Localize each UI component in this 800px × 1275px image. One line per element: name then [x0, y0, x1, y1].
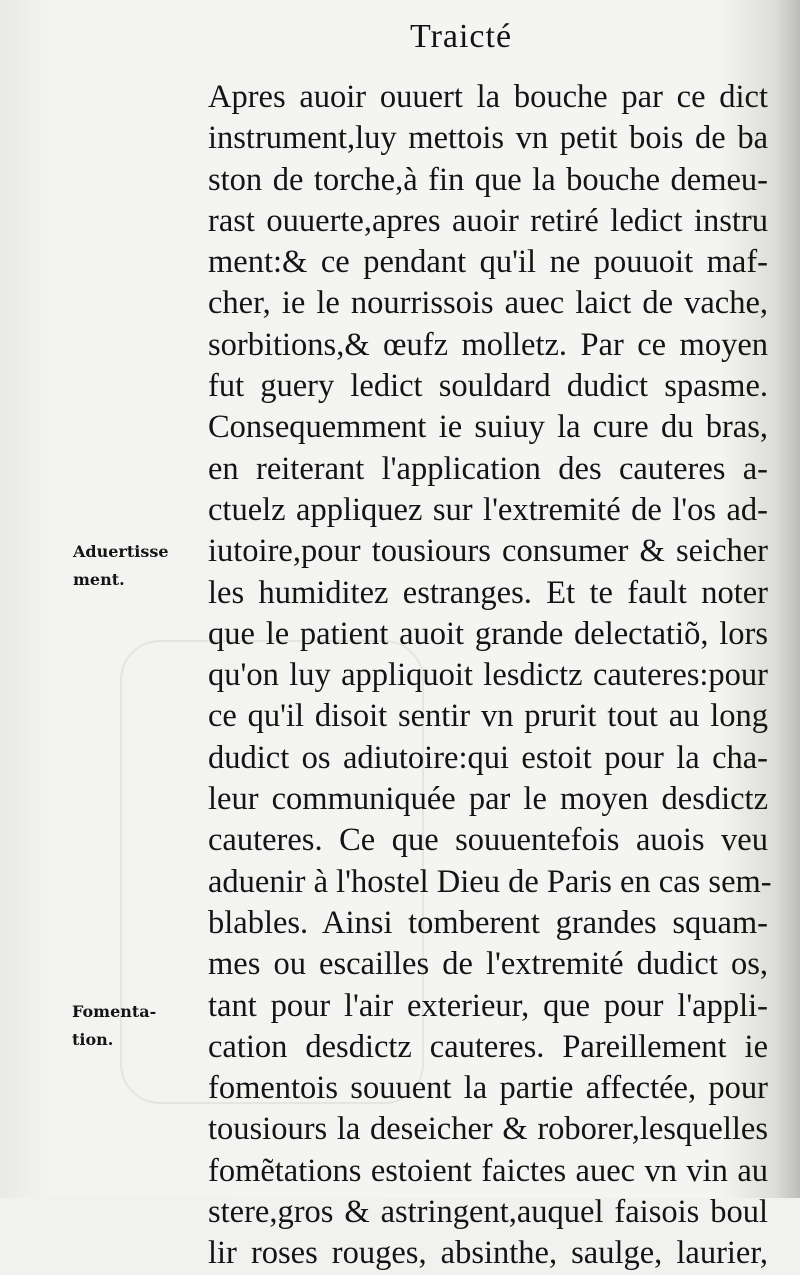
text-line: tant pour l'air exterieur, que pour l'appli-	[208, 987, 768, 1024]
margin-note-line: tion.	[72, 1030, 114, 1049]
text-line: cauteres. Ce que souuentefois auois veu	[208, 822, 768, 859]
text-line: ment:& ce pendant qu'il ne pouuoit maf-	[208, 244, 768, 281]
text-line: sorbitions,& œufz molletz. Par ce moyen	[208, 326, 768, 363]
text-line: blables. Ainsi tomberent grandes squam-	[208, 904, 768, 941]
text-line: instrument,luy mettois vn petit bois de ba	[208, 120, 768, 157]
text-line: en reiterant l'application des cauteres a-	[208, 450, 768, 487]
text-line: fomentois souuent la partie affectée, pour	[208, 1070, 768, 1107]
text-line: fomẽtations estoient faictes auec vn vin au	[208, 1152, 768, 1189]
text-line: ston de torche,à fin que la bouche demeu-	[208, 161, 768, 198]
text-line: qu'on luy appliquoit lesdictz cauteres:pour	[208, 657, 768, 694]
body-text	[208, 77, 772, 1275]
running-head: Traicté	[410, 18, 513, 55]
text-line: ctuelz appliquez sur l'extremité de l'os ad-	[208, 491, 768, 528]
text-line: Apres auoir ouuert la bouche par ce dict	[208, 79, 768, 115]
text-line: lir roses rouges, absinthe, saulge, laurier,	[208, 1235, 768, 1272]
text-line: tousiours la deseicher & roborer,lesquelles	[208, 1111, 768, 1148]
text-line: dudict os adiutoire:qui estoit pour la cha-	[208, 739, 768, 776]
text-line: iutoire,pour tousiours consumer & seicher	[208, 533, 768, 570]
text-line: mes ou escailles de l'extremité dudict os,	[208, 946, 768, 983]
text-line: que le patient auoit grande delectatiõ, lors	[208, 615, 768, 652]
text-line: stere,gros & astringent,auquel faisois boul	[208, 1194, 768, 1231]
text-line: cation desdictz cauteres. Pareillement ie	[208, 1028, 768, 1065]
text-line: leur communiquée par le moyen desdictz	[208, 781, 768, 818]
margin-note-line: ment.	[73, 570, 125, 589]
margin-note-line: Fomenta-	[72, 1002, 157, 1021]
text-line: les humiditez estranges. Et te fault noter	[208, 574, 768, 611]
margin-note-fomentation	[72, 998, 156, 1054]
text-line: ce qu'il disoit sentir vn prurit tout au long	[208, 698, 768, 735]
text-line: aduenir à l'hostel Dieu de Paris en cas sem-	[208, 863, 772, 900]
margin-note-aduertissement	[73, 538, 169, 594]
text-line: Consequemment ie suiuy la cure du bras,	[208, 409, 768, 446]
text-line: cher, ie le nourrissois auec laict de vache,	[208, 285, 768, 322]
text-line: rast ouuerte,apres auoir retiré ledict instru	[208, 202, 768, 239]
margin-note-line: Aduertisse	[73, 542, 169, 561]
text-line: fut guery ledict souldard dudict spasme.	[208, 368, 768, 405]
